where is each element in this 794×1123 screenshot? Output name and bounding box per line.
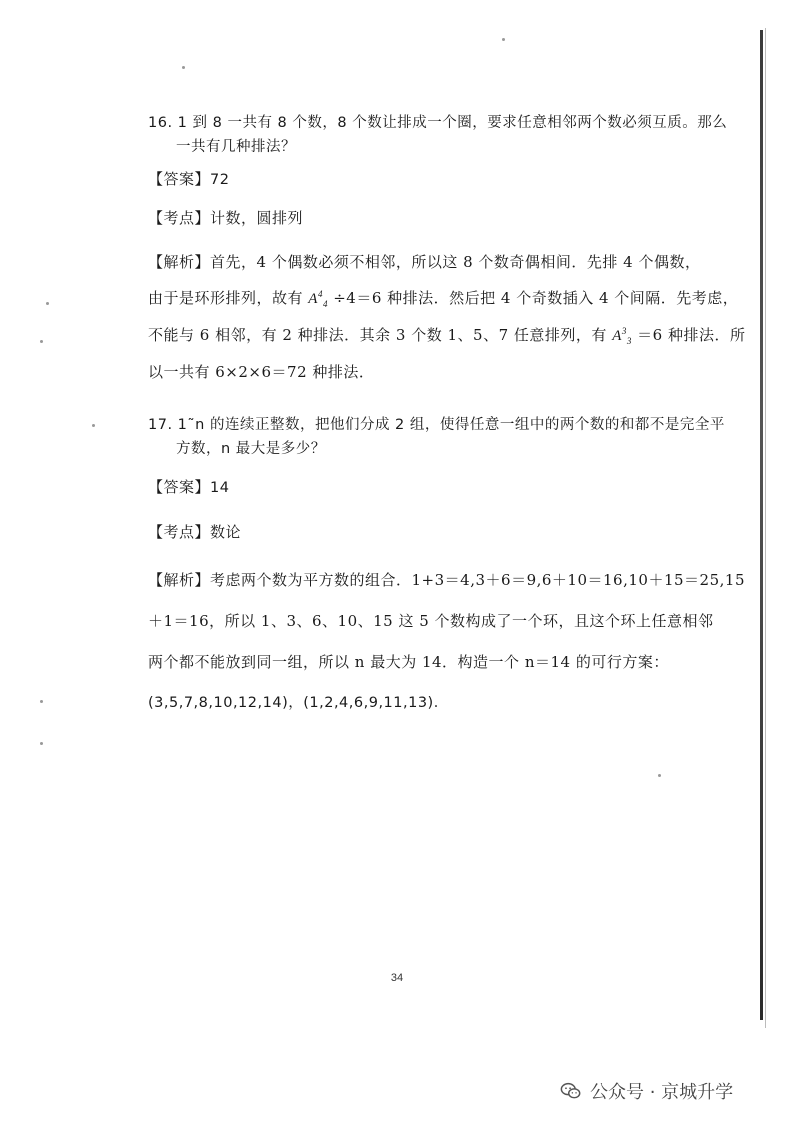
scan-speck [502,38,505,41]
answer-17 [148,476,229,499]
question-number: 16. [148,115,173,131]
answer-label: 【答案】 [148,478,211,496]
question-text-line2: 一共有几种排法？ [176,139,296,155]
analysis-line3: 两个都不能放到同一组，所以 n 最大为 14．构造一个 n＝14 的可行方案： [148,653,669,671]
scan-speck [40,700,43,703]
point-value: 数论 [210,523,242,541]
scan-edge-line [760,30,763,1020]
analysis-line4: (3,5,7,8,10,12,14)，(1,2,4,6,9,11,13)． [148,695,449,711]
page-number: 34 [390,972,404,984]
analysis-17 [148,560,745,724]
point-17 [148,521,241,543]
wechat-icon [560,1080,582,1102]
watermark [560,1078,733,1104]
analysis-16 [148,244,745,390]
analysis-line2b: ÷4＝6 种排法．然后把 4 个奇数插入 4 个间隔．先考虑， [327,289,739,307]
point-label: 【考点】 [148,209,211,227]
question-text-line2: 方数，n 最大是多少？ [176,441,326,457]
point-16 [148,207,303,229]
answer-16 [148,168,229,191]
answer-label: 【答案】 [148,170,211,188]
point-value: 计数，圆排列 [210,209,304,227]
permutation-a33: $A^3_3$ [612,326,632,346]
question-17 [148,414,725,460]
scan-speck [182,66,185,69]
permutation-a44: $A^4_4$ [308,289,328,309]
analysis-label: 【解析】 [148,571,211,589]
analysis-line3b: ＝6 种排法．所 [631,326,746,344]
watermark-text: 公众号 · 京城升学 [590,1082,734,1103]
question-text-line1: 1˜n 的连续正整数，把他们分成 2 组，使得任意一组中的两个数的和都不是完全平 [177,417,725,433]
analysis-line3a: 不能与 6 相邻，有 2 种排法．其余 3 个数 1、5、7 任意排列，有 [148,326,613,344]
question-text-line1: 1 到 8 一共有 8 个数，8 个数让排成一个圈，要求任意相邻两个数必须互质。那么 [177,115,728,131]
point-label: 【考点】 [148,523,211,541]
analysis-line1: 首先，4 个偶数必须不相邻，所以这 8 个数奇偶相间．先排 4 个偶数， [210,253,701,271]
analysis-label: 【解析】 [148,253,211,271]
answer-value: 72 [210,172,230,188]
analysis-line2: ＋1＝16，所以 1、3、6、10、15 这 5 个数构成了一个环，且这个环上任意相邻 [148,612,714,630]
scan-speck [40,742,43,745]
scan-speck [658,774,661,777]
answer-value: 14 [210,480,230,496]
scan-speck [40,340,43,343]
question-16 [148,112,727,158]
analysis-line4: 以一共有 6×2×6＝72 种排法． [148,363,375,381]
analysis-line1: 考虑两个数为平方数的组合．1+3＝4,3＋6＝9,6＋10＝16,10＋15＝25,15 [210,571,745,589]
question-number: 17. [148,417,173,433]
scan-speck [92,424,95,427]
analysis-line2a: 由于是环形排列，故有 [148,289,309,307]
scan-speck [46,302,49,305]
scan-edge-line-faint [765,28,766,1028]
